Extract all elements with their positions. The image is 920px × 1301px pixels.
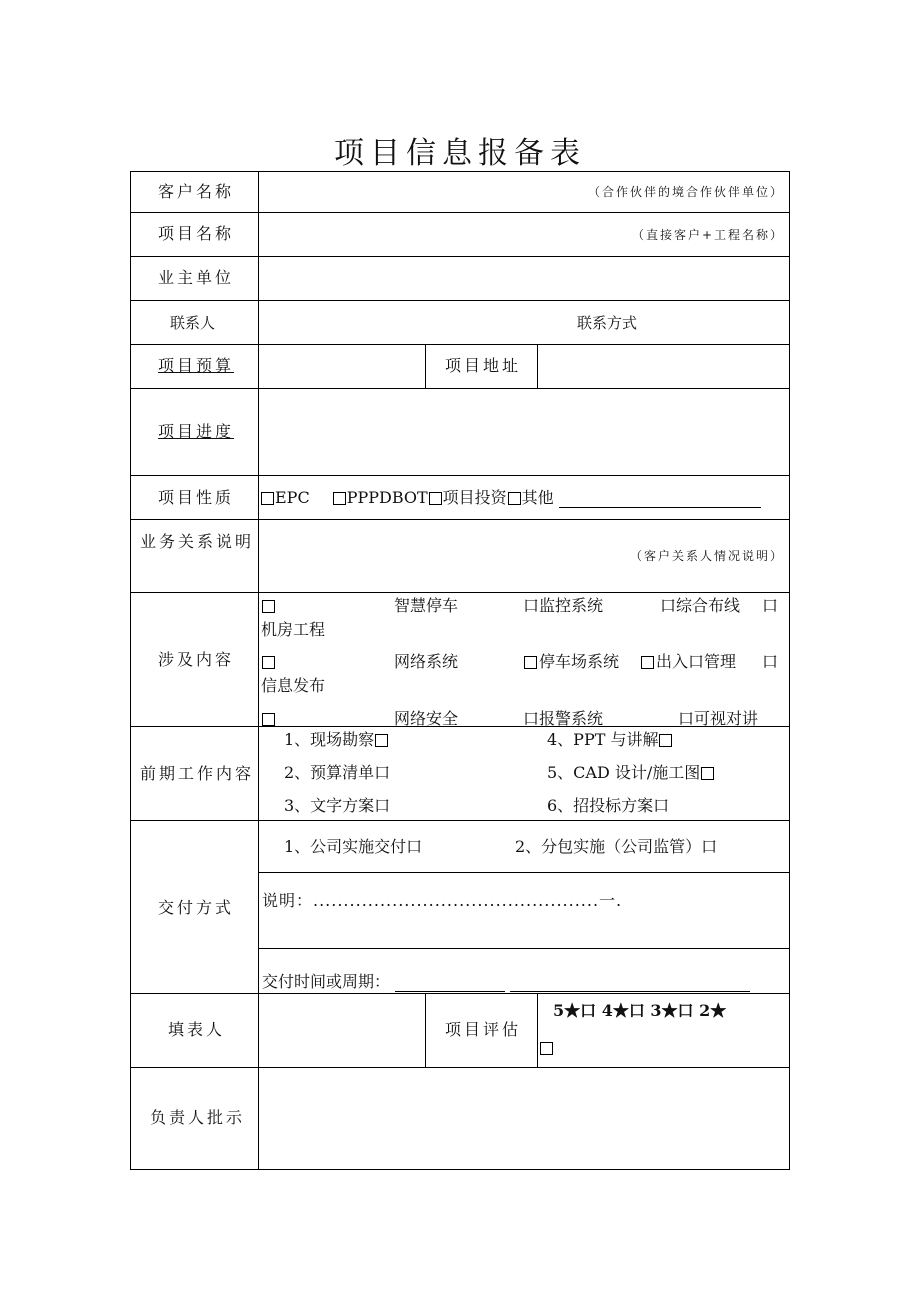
contact-person-label: 联系人: [170, 314, 216, 332]
project-progress-label: 项目进度: [158, 422, 235, 441]
scope-content: [130, 592, 790, 726]
delivery-option-2: 2、分包实施（公司监管）口: [515, 837, 718, 856]
prework-item-text: 1、现场勘察: [284, 730, 375, 749]
evaluation-checkbox[interactable]: [540, 1042, 553, 1055]
row-divider: [259, 948, 789, 949]
scope-item: 网络系统: [394, 652, 459, 671]
scope-item: 口报警系统: [523, 709, 604, 726]
form-title: 项目信息报备表: [334, 136, 586, 171]
scope-checkbox[interactable]: [524, 656, 537, 669]
delivery-period-blank[interactable]: [510, 975, 750, 992]
epc-option: EPC: [275, 488, 310, 507]
investment-checkbox[interactable]: [429, 492, 442, 505]
evaluation-label: 项目评估: [445, 1020, 522, 1039]
pppdbot-checkbox[interactable]: [333, 492, 346, 505]
prework-item-5: [547, 763, 715, 783]
column-divider: [425, 344, 426, 388]
delivery-time-label: 交付时间或周期：: [262, 972, 391, 991]
scope-item: 口可视对讲: [678, 709, 759, 726]
scope-checkbox[interactable]: [641, 656, 654, 669]
row-divider: [131, 726, 789, 727]
prework-item-text: 5、CAD 设计/施工图: [547, 763, 701, 782]
column-divider: [537, 344, 538, 388]
column-divider: [425, 993, 426, 1067]
row-divider: [131, 820, 789, 821]
business-relation-label: 业务关系说明: [140, 532, 255, 551]
scope-item: 口综合布线: [660, 596, 741, 615]
row-divider: [131, 212, 789, 213]
approval-label: 负责人批示: [150, 1108, 246, 1127]
row-divider: [131, 344, 789, 345]
other-checkbox[interactable]: [508, 492, 521, 505]
scope-checkbox[interactable]: [262, 656, 275, 669]
scope-item: 停车场系统: [539, 652, 620, 671]
owner-unit-label: 业主单位: [158, 268, 235, 287]
project-nature-options: [260, 488, 761, 508]
prework-item-1: [284, 730, 389, 750]
delivery-time-field: [262, 972, 750, 992]
project-name-label: 项目名称: [158, 224, 235, 243]
row-divider: [131, 300, 789, 301]
scope-item: 口监控系统: [523, 596, 604, 615]
prework-checkbox[interactable]: [701, 767, 714, 780]
row-divider: [131, 993, 789, 994]
prework-item-6: 6、招投标方案口: [547, 796, 670, 815]
scope-item: 机房工程: [261, 620, 326, 639]
row-divider: [131, 388, 789, 389]
delivery-option-1: 1、公司实施交付口: [284, 837, 423, 856]
column-divider: [537, 993, 538, 1067]
prework-label: 前期工作内容: [140, 764, 255, 783]
pppdbot-option: PPPDBOT: [346, 488, 428, 507]
customer-name-label: 客户名称: [158, 182, 235, 201]
epc-checkbox[interactable]: [261, 492, 274, 505]
delivery-time-blank[interactable]: [395, 975, 505, 992]
contact-method-label: 联系方式: [577, 314, 638, 332]
evaluation-stars: 5★口 4★口 3★口 2★: [553, 1001, 727, 1020]
prework-checkbox[interactable]: [659, 734, 672, 747]
prework-item-4: [547, 730, 673, 750]
filler-label: 填表人: [168, 1020, 226, 1039]
project-address-label: 项目地址: [445, 356, 522, 375]
row-divider: [131, 519, 789, 520]
investment-option: 项目投资: [442, 488, 507, 507]
delivery-label: 交付方式: [158, 898, 235, 917]
row-divider: [131, 1067, 789, 1068]
row-divider: [131, 256, 789, 257]
row-divider: [131, 475, 789, 476]
scope-checkbox[interactable]: [262, 600, 275, 613]
scope-item: 出入口管理: [656, 652, 737, 671]
scope-item: 口: [762, 652, 779, 671]
customer-name-hint: （合作伙伴的境合作伙伴单位）: [587, 185, 784, 199]
scope-item: 智慧停车: [394, 596, 459, 615]
prework-item-text: 4、PPT 与讲解: [547, 730, 659, 749]
delivery-note: 说明：...............................................一.: [262, 891, 623, 910]
project-nature-label: 项目性质: [158, 488, 235, 507]
prework-item-3: 3、文字方案口: [284, 796, 391, 815]
scope-item: 网络安全: [394, 709, 459, 726]
scope-item: 口: [762, 596, 779, 615]
other-blank-line[interactable]: [559, 491, 761, 508]
project-name-hint: （直接客户+工程名称）: [631, 228, 784, 242]
other-option: 其他: [521, 488, 554, 507]
row-divider: [259, 872, 789, 873]
project-budget-label: 项目预算: [158, 356, 235, 375]
scope-label: 涉及内容: [158, 650, 235, 669]
prework-checkbox[interactable]: [375, 734, 388, 747]
business-relation-hint: （客户关系人情况说明）: [629, 549, 784, 563]
scope-checkbox[interactable]: [262, 713, 275, 726]
scope-item: 信息发布: [261, 676, 326, 695]
prework-item-2: 2、预算清单口: [284, 763, 391, 782]
